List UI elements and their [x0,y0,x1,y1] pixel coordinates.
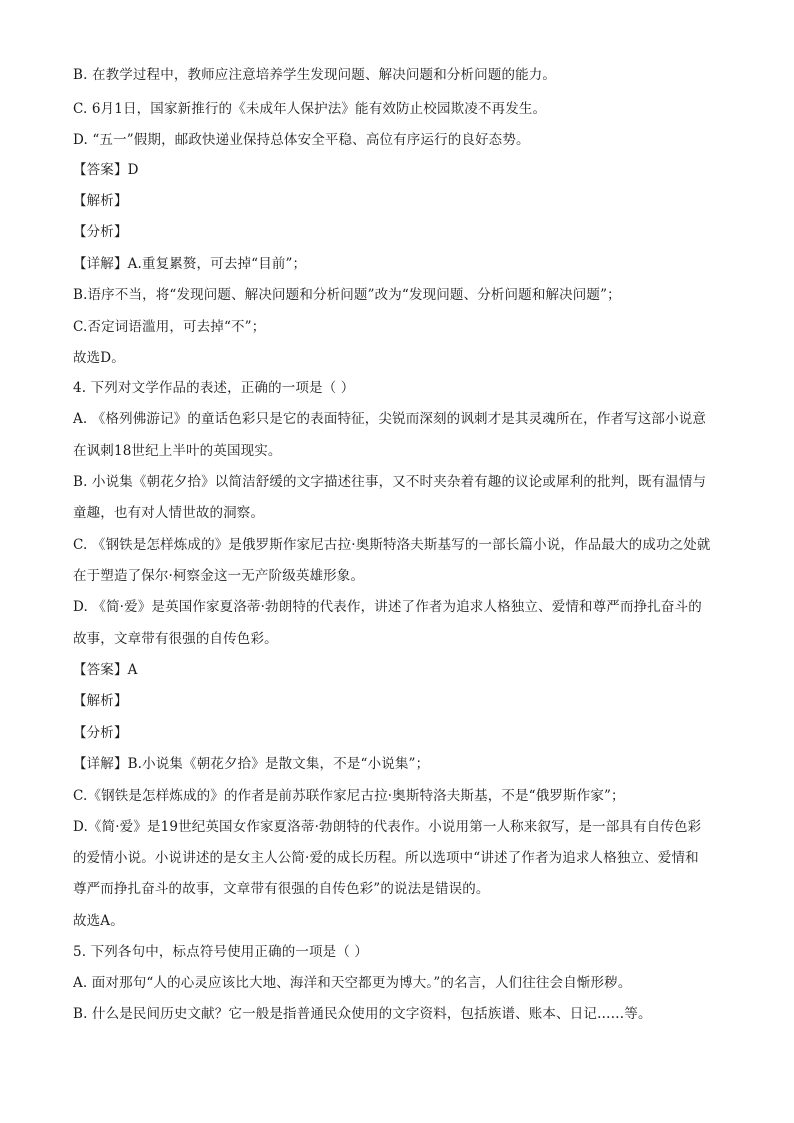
q4-option-c-line2: 在于塑造了保尔·柯察金这一无产阶级英雄形象。 [73,568,365,584]
detail-b-q4: 【详解】B.小说集《朝花夕拾》是散文集，不是“小说集”； [73,756,430,772]
analysis-label-q3: 【解析】 [73,193,128,209]
detail-b-q3: B.语序不当，将“发现问题、解决问题和分析问题”改为“发现问题、分析问题和解决问题”； [73,287,621,303]
detail-a-q3: 【详解】A.重复累赘，可去掉“目前”； [73,256,307,272]
question-4-stem: 4. 下列对文学作品的表述，正确的一项是（ ） [73,380,355,396]
q4-option-c-line1: C. 《钢铁是怎样炼成的》是俄罗斯作家尼古拉·奥斯特洛夫斯基写的一部长篇小说，作品最大的成功之处就 [73,537,711,553]
question-5-stem: 5. 下列各句中，标点符号使用正确的一项是（ ） [73,944,369,960]
q5-option-b: B. 什么是民间历史文献？它一般是指普通民众使用的文字资料，包括族谱、账本、日记……等。 [73,1006,652,1022]
fenxi-label-q3: 【分析】 [73,224,128,240]
q4-option-b-line2: 童趣，也有对人情世故的洞察。 [73,505,265,521]
q5-option-a: A. 面对那句“人的心灵应该比大地、海洋和天空都更为博大。”的名言，人们往往会自惭形秽。 [73,975,632,991]
answer-label-q3: 【答案】D [73,162,139,178]
conclusion-q3: 故选D。 [73,350,125,366]
option-b-q3: B. 在教学过程中，教师应注意培养学生发现问题、解决问题和分析问题的能力。 [73,67,557,83]
q4-option-a-line1: A. 《格列佛游记》的童话色彩只是它的表面特征，尖锐而深刻的讽刺才是其灵魂所在，作者写这部小说意 [73,411,707,427]
detail-d-q4-line1: D.《简·爱》是19世纪英国女作家夏洛蒂·勃朗特的代表作。小说用第一人称来叙写，是一部具有自传色彩 [73,819,702,835]
detail-c-q4: C.《钢铁是怎样炼成的》的作者是前苏联作家尼古拉·奥斯特洛夫斯基，不是“俄罗斯作家”； [73,788,625,804]
detail-d-q4-line3: 尊严而挣扎奋斗的故事，文章带有很强的自传色彩”的说法是错误的。 [73,881,490,897]
answer-label-q4: 【答案】A [73,662,138,678]
q4-option-d-line1: D. 《简·爱》是英国作家夏洛蒂·勃朗特的代表作，讲述了作者为追求人格独立、爱情和尊严而挣扎奋斗的 [73,599,702,615]
detail-c-q3: C.否定词语滥用，可去掉“不”； [73,319,266,335]
option-d-q3: D. “五一”假期，邮政快递业保持总体安全平稳、高位有序运行的良好态势。 [73,132,530,148]
detail-d-q4-line2: 的爱情小说。小说讲述的是女主人公简·爱的成长历程。所以选项中“讲述了作者为追求人格独立、爱情和 [73,850,699,866]
option-c-q3: C. 6月1日，国家新推行的《未成年人保护法》能有效防止校园欺凌不再发生。 [73,101,547,117]
q4-option-a-line2: 在讽刺18世纪上半叶的英国现实。 [73,443,282,459]
q4-option-b-line1: B. 小说集《朝花夕拾》以简洁舒缓的文字描述往事，又不时夹杂着有趣的议论或犀利的批判，既有温情与 [73,474,707,490]
analysis-label-q4: 【解析】 [73,693,128,709]
conclusion-q4: 故选A。 [73,913,124,929]
q4-option-d-line2: 故事，文章带有很强的自传色彩。 [73,631,278,647]
fenxi-label-q4: 【分析】 [73,725,128,741]
